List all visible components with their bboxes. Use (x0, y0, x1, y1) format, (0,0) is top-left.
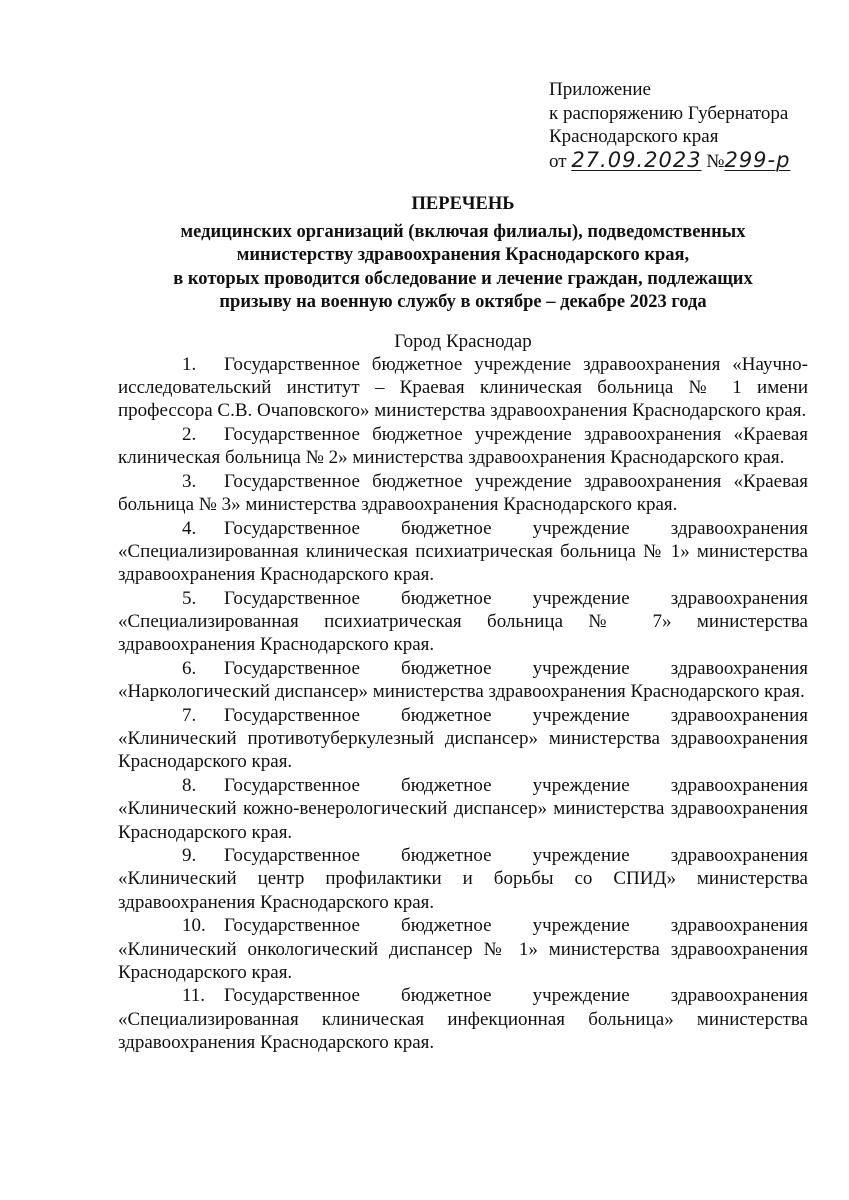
appendix-label: Приложение (549, 79, 651, 100)
item-text: Государственное бюджетное учреждение здравоохранения «Краевая больница № 3» министерства здравоохранения Краснодарского края. (118, 471, 808, 516)
item-number: 6. (182, 658, 197, 680)
item-text: Государственное бюджетное учреждение здравоохранения «Краевая клиническая больница № 2» министерства здравоохранения Краснодарского края. (118, 424, 808, 469)
item-number: 1. (182, 354, 197, 375)
title-line: министерству здравоохранения Краснодарского края, (236, 245, 690, 265)
item-number: 9. (182, 845, 197, 867)
list-item (118, 844, 808, 914)
item-text: Государственное бюджетное учреждение здравоохранения «Наркологический диспансер» министерства здравоохранения Краснодарского края. (118, 658, 808, 703)
item-text: Государственное бюджетное учреждение здравоохранения «Специализированная клиническая психиатрическая больница № 1» министерства здравоохранения Краснодарского края. (118, 517, 808, 586)
title-line: в которых проводится обследование и лечение граждан, подлежащих (173, 268, 753, 289)
item-text: Государственное бюджетное учреждение здравоохранения «Клинический онкологический диспансер № 1» министерства здравоохранения Краснодарского края. (118, 915, 808, 983)
item-text: Государственное бюджетное учреждение здравоохранения «Клинический противотуберкулезный диспансер» министерства здравоохранения Краснодарского края. (118, 705, 808, 773)
list-item (118, 657, 808, 703)
list-item (118, 470, 808, 516)
item-number: 8. (182, 775, 197, 797)
list-item (118, 774, 808, 844)
list-item (118, 704, 808, 774)
appendix-date-number (549, 149, 790, 174)
item-text: Государственное бюджетное учреждение здравоохранения «Клинический кожно-венерологический диспансер» министерства здравоохранения Краснодарского края. (118, 775, 808, 843)
list-item (118, 984, 808, 1054)
document-title (118, 193, 808, 315)
list-item (118, 517, 808, 587)
item-number: 7. (182, 705, 197, 727)
item-number: 4. (182, 517, 197, 539)
appendix-region: Краснодарского края (549, 126, 719, 147)
list-item (118, 423, 808, 469)
item-number: 2. (182, 424, 197, 446)
title-line: медицинских организаций (включая филиалы), подведомственных (180, 221, 746, 242)
list-item (118, 353, 808, 423)
item-number: 10. (182, 915, 206, 937)
item-number: 3. (182, 471, 197, 493)
list-item (118, 914, 808, 984)
item-text: Государственное бюджетное учреждение здравоохранения «Клинический центр профилактики и борьбы со СПИД» министерства здравоохранения Краснодарского края. (118, 845, 808, 913)
list-item (118, 587, 808, 657)
item-text: Государственное бюджетное учреждение здравоохранения «Специализированная психиатрическая больница № 7» министерства здравоохранения Краснодарского края. (118, 588, 808, 656)
city-heading: Город Краснодар (394, 331, 532, 352)
title-line: призыву на военную службу в октябре – декабре 2023 года (219, 292, 707, 312)
title-heading: ПЕРЕЧЕНЬ (411, 194, 515, 214)
item-number: 11. (182, 985, 206, 1007)
appendix-block (549, 78, 790, 173)
organization-list (118, 353, 808, 1055)
item-text: Государственное бюджетное учреждение здравоохранения «Специализированная клиническая инфекционная больница» министерства здравоохранения Краснодарского края. (118, 985, 808, 1053)
item-number: 5. (182, 588, 197, 610)
appendix-order-ref: к распоряжению Губернатора (549, 102, 789, 124)
handwritten-date: 27.09.2023 (571, 147, 702, 172)
handwritten-number: 299-р (724, 147, 791, 172)
item-text: Государственное бюджетное учреждение здравоохранения «Научно-исследовательский институт – Краевая клиническая больница № 1 имени профессора С.В. Очаповского» министерства здравоохранения Краснодарского края. (118, 354, 808, 422)
number-prefix: № (706, 150, 725, 172)
date-prefix: от (549, 150, 567, 172)
